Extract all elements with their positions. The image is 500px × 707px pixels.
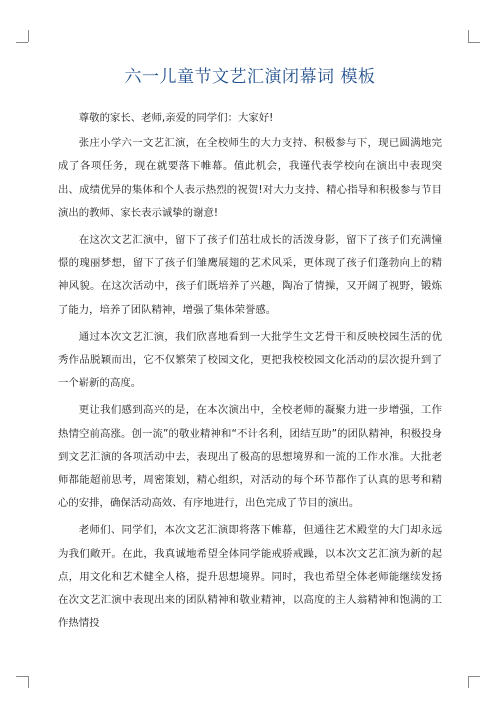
paragraph: 老师们、同学们，本次文艺汇演即将落下帷幕，但通往艺术殿堂的大门却永远为我们敞开。在此，我真诚地希望全体同学能戒骄戒躁，以本次文艺汇演为新的起点，用文化和艺术健全人格，提升思想境界。同时，我也希望全体老师能继续发扬在次文艺汇演中表现出来的团队精神和敬业精神，以高度的主人翁精神和饱满的工作热情投 [58,524,442,630]
paragraph-greeting: 尊敬的家长、老师,亲爱的同学们：大家好! [78,112,274,124]
paragraph: 通过本次文艺汇演，我们欣喜地看到一大批学生文艺骨干和反映校园生活的优秀作品脱颖而出，它不仅繁荣了校园文化，更把我校校园文化活动的层次提升到了一个崭新的高度。 [58,330,442,390]
paragraph: 在这次文艺汇演中，留下了孩子们茁壮成长的活泼身影，留下了孩子们充满憧憬的瑰丽梦想，留下了孩子们雏鹰展翅的艺术风采，更体现了孩子们蓬勃向上的精神风貌。在这次活动中，孩子们既培养了兴趣，陶冶了情操，又开阔了视野，锻炼了能力，培养了团队精神，增强了集体荣誉感。 [58,234,442,316]
paragraph: 更让我们感到高兴的是，在本次演出中，全校老师的凝聚力进一步增强，工作热情空前高涨。创一流”的敬业精神和“不计名利，团结互助”的团队精神，积极投身到文艺汇演的各项活动中去，表现出了极高的思想境界和一流的工作水准。大批老师都能超前思考，周密策划，精心组织，对活动的每个环节都作了认真的思考和精心的安排，确保活动高效、有序地进行，出色完成了节目的演出。 [58,404,442,510]
document-title: 六一儿童节文艺汇演闭幕词 模板 [124,67,376,87]
paragraph: 张庄小学六一文艺汇演，在全校师生的大力支持、积极参与下，现已圆满地完成了各项任务，现在就要落下帷幕。值此机会，我谨代表学校向在演出中表现突出、成绩优异的集体和个人表示热烈的祝贺!对大力支持、精心指导和积极参与节目演出的教师、家长表示诚挚的谢意! [58,137,442,219]
document-body [58,107,442,639]
